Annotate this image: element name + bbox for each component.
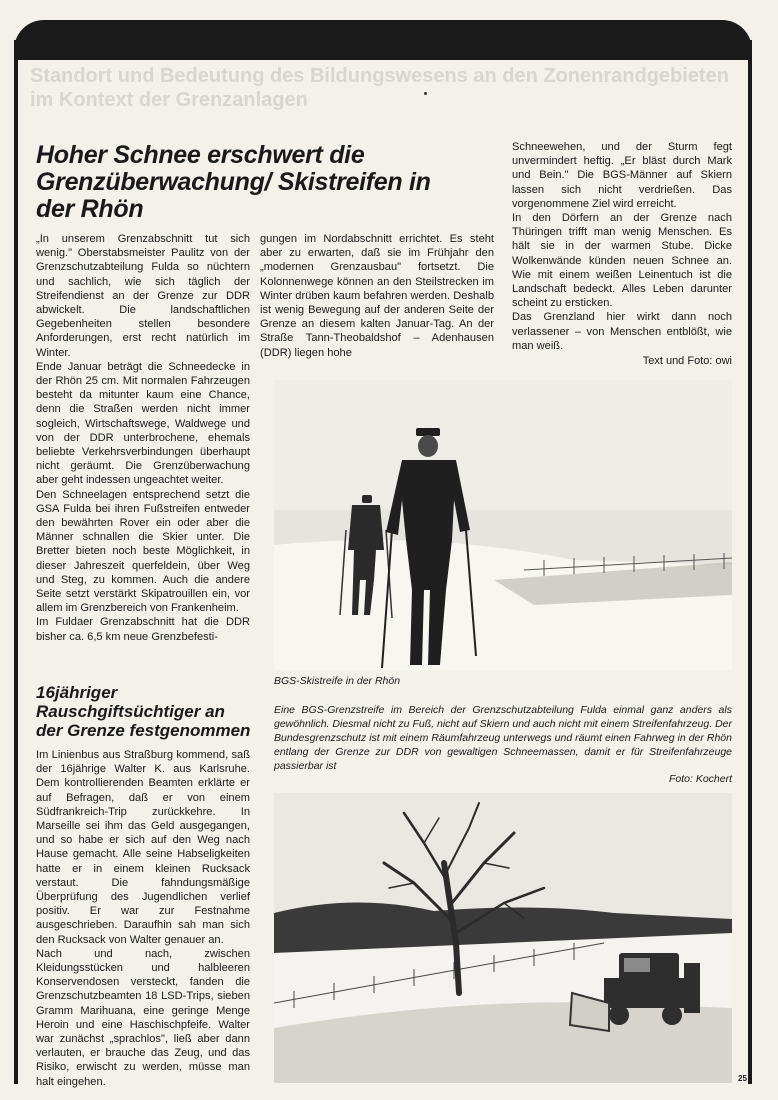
article-column-3 (512, 140, 732, 353)
paragraph: „In unserem Grenzabschnitt tut sich wenig." Oberstabsmeister Paulitz von der Grenzschutzabteilung Fulda so nüchtern und sachlich, wie sich täglich der Streifendienst an der Grenze zur DDR abwickelt. Die landschaftlichen Gegebenheiten stellen besondere Anforderungen, erst recht natürlich im Winter. (36, 233, 250, 359)
paragraph: Das Grenzland hier wirkt dann noch verlassener – von Menschen entblößt, wie man weiß. (512, 311, 732, 352)
ski-patrol-photo (274, 380, 732, 670)
show-through-heading: Standort und Bedeutung des Bildungswesens an den Zonenrandgebieten im Kontext der Grenzanlagen (30, 65, 729, 111)
photo-2-credit: Foto: Kochert (668, 773, 732, 785)
page-number: 25 (738, 1074, 747, 1083)
paragraph: Den Schneelagen entsprechend setzt die GSA Fulda bei ihren Fußstreifen entweder den bewährten Rover ein oder aber die Männer schnallen die Skier unter. Die Bretter bieten noch beste Möglichkeit, in dieser Jahreszeit querfeldein, über Weg und Steg, zu kommen. Auch die andere Seite setzt verstärkt Skipatrouillen ein, vor allem im Grenzbereich von Frankenheim. (36, 488, 250, 615)
paragraph: Nach und nach, zwischen Kleidungsstücken und halbleeren Konservendosen versteckt, fanden die Grenzschutzbeamten 18 LSD-Trips, sieben Gramm Marihuana, eine geringe Menge Heroin und eine Haschischpfeife. Walter war zunächst „sprachlos", ließ aber dann verlauten, er brauche das Zeug, und das Risiko, erwischt zu werden, müsse man halt eingehen. (36, 947, 250, 1088)
paragraph: Im Fuldaer Grenzabschnitt hat die DDR bisher ca. 6,5 km neue Grenzbefesti- (36, 616, 250, 643)
paragraph: Im Linienbus aus Straßburg kommend, saß der 16jährige Walter K. aus Karlsruhe. Dem kontrollierenden Beamten erklärte er auf Befragen, daß er von einem Südfrankreich-Trip zurückkehre. In Marseille sei ihm das Geld ausgegangen, und so habe er sich auf den Weg nach Hause gemacht. Alle seine Habseligkeiten hatte er in einem kleinen Rucksack verstaut. Die fahndungsmäßige Überprüfung des Jugendlichen verlief positiv. Er war zur Festnahme ausgeschrieben. Daraufhin sah man sich den Rucksack von Walter genauer an. (36, 749, 250, 946)
photo-caption: BGS-Skistreife in der Rhön (274, 675, 401, 687)
photo-2-caption: Eine BGS-Grenzstreife im Bereich der Grenzschutzabteilung Fulda einmal ganz anders als gewöhnlich. Diesmal nicht zu Fuß, nicht auf Skiern und auch nicht mit einem Streifenfahrzeug. Der Bundesgrenzschutz ist mit einem Räumfahrzeug unterwegs und räumt einen Fahrweg in der Rhön entlang der Grenze zur DDR von gewaltigen Schneemassen, damit er für Streifenfahrzeuge passierbar ist (274, 704, 732, 772)
paragraph: gungen im Nordabschnitt errichtet. Es steht aber zu erwarten, daß sie im Frühjahr den „modernen Grenzausbau" fortsetzt. Die Kolonnenwege können an den Steilstrecken im Winter drüben kaum befahren werden. Deshalb ist wenig Bewegung auf der anderen Seite der Grenze an diesem kalten Januar-Tag. An der Straße Tann-Theobaldshof – Adenhausen (DDR) liegen hohe (260, 233, 494, 359)
article-2-column (36, 748, 250, 1089)
article-2-headline: 16jähriger Rauschgiftsüchtiger an der Grenze festgenommen (36, 683, 251, 740)
article-credit: Text und Foto: owi (642, 355, 732, 367)
frame-left-rule (14, 40, 18, 1084)
header-bar (14, 20, 752, 60)
paragraph: Schneewehen, und der Sturm fegt unvermindert heftig. „Er bläst durch Mark und Bein." Die BGS-Männer auf Skiern lassen sich nicht verdrießen. Das vorgenommene Ziel wird erreicht. (512, 141, 732, 210)
paragraph: Ende Januar beträgt die Schneedecke in der Rhön 25 cm. Mit normalen Fahrzeugen besteht da mitunter kaum eine Chance, denn die Straßen werden nicht immer sogleich, Wirtschaftswege, Waldwege und von der DDR unterbrochene, ehemals beliebte Verkehrsverbindungen überhaupt nicht geräumt. Die Grenzüberwachung aber geht indessen ungeachtet weiter. (36, 360, 250, 487)
speck (424, 92, 427, 95)
paragraph: In den Dörfern an der Grenze nach Thüringen trifft man wenig Menschen. Es hält sie in der warmen Stube. Dicke Wolkenwände künden neuen Schnee an. Wie mit einem weißen Leinentuch ist die Landschaft bedeckt. Alles Leben darunter scheint zu ersticken. (512, 212, 732, 310)
frame-right-rule (748, 40, 752, 1084)
snowplow-photo (274, 793, 732, 1083)
article-column-1 (36, 232, 250, 644)
article-column-2 (260, 232, 494, 360)
article-headline: Hoher Schnee erschwert die Grenzüberwachung/ Skistreifen in der Rhön (36, 141, 431, 223)
